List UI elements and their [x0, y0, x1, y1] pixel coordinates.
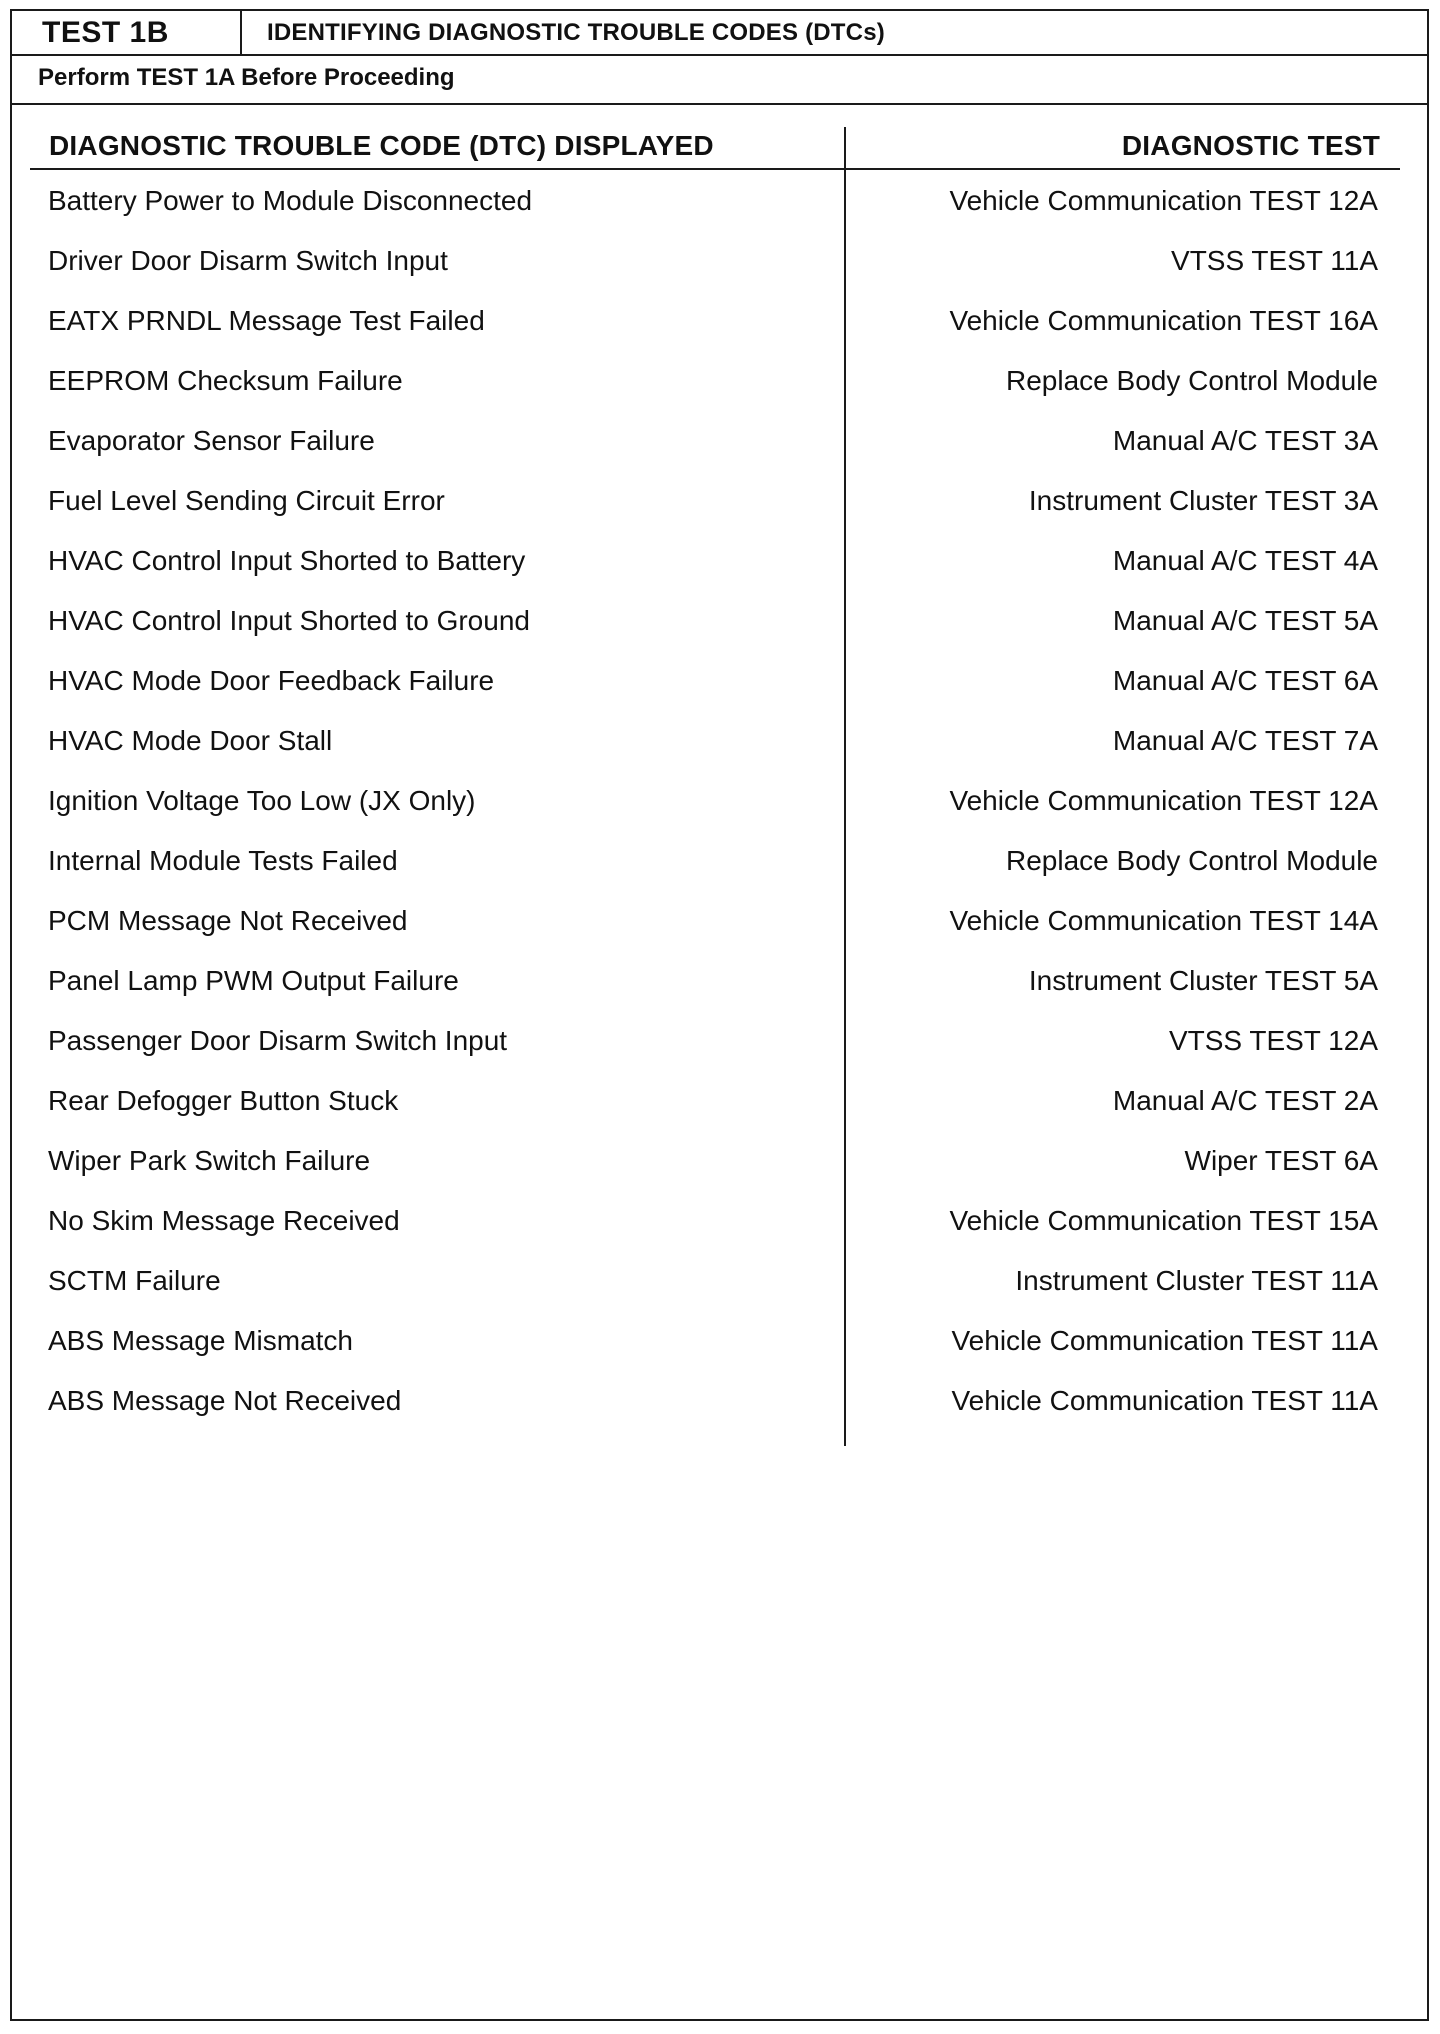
- dtc-cell: Rear Defogger Button Stuck: [48, 1085, 399, 1116]
- dtc-cell: EEPROM Checksum Failure: [48, 365, 403, 396]
- dtc-cell: PCM Message Not Received: [48, 905, 408, 936]
- test-cell: Vehicle Communication TEST 12A: [949, 785, 1378, 816]
- dtc-cell: HVAC Control Input Shorted to Battery: [48, 545, 526, 576]
- dtc-cell: Panel Lamp PWM Output Failure: [48, 965, 459, 996]
- table-row: [12, 421, 1427, 481]
- table-row: [12, 781, 1427, 841]
- test-cell: Vehicle Communication TEST 14A: [949, 905, 1378, 936]
- dtc-table: [12, 181, 1427, 1441]
- test-cell: Vehicle Communication TEST 12A: [949, 185, 1378, 216]
- column-header-rule: [30, 168, 1400, 170]
- dtc-cell: Wiper Park Switch Failure: [48, 1145, 371, 1176]
- table-row: [12, 361, 1427, 421]
- test-cell: Instrument Cluster TEST 3A: [1028, 485, 1378, 516]
- test-cell: Vehicle Communication TEST 15A: [949, 1205, 1378, 1236]
- page-frame: [10, 9, 1429, 2021]
- dtc-cell: Ignition Voltage Too Low (JX Only): [48, 785, 476, 816]
- dtc-cell: Fuel Level Sending Circuit Error: [48, 485, 445, 516]
- table-row: [12, 241, 1427, 301]
- column-header-dtc: DIAGNOSTIC TROUBLE CODE (DTC) DISPLAYED: [49, 130, 714, 161]
- column-header-test: DIAGNOSTIC TEST: [1121, 130, 1380, 161]
- dtc-cell: SCTM Failure: [48, 1265, 221, 1296]
- prerequisite-note: Perform TEST 1A Before Proceeding: [12, 56, 1427, 105]
- table-row: [12, 1141, 1427, 1201]
- test-cell: Manual A/C TEST 2A: [1112, 1085, 1378, 1116]
- table-row: [12, 901, 1427, 961]
- dtc-cell: ABS Message Mismatch: [48, 1325, 353, 1356]
- test-cell: Manual A/C TEST 3A: [1112, 425, 1378, 456]
- test-cell: Instrument Cluster TEST 11A: [1015, 1265, 1378, 1296]
- dtc-cell: HVAC Mode Door Stall: [48, 725, 333, 756]
- dtc-cell: Passenger Door Disarm Switch Input: [48, 1025, 508, 1056]
- header-row: [12, 11, 1427, 56]
- test-cell: Replace Body Control Module: [1006, 845, 1378, 876]
- test-cell: Vehicle Communication TEST 11A: [951, 1385, 1378, 1416]
- table-row: [12, 661, 1427, 721]
- table-row: [12, 301, 1427, 361]
- test-cell: Vehicle Communication TEST 11A: [951, 1325, 1378, 1356]
- test-cell: Vehicle Communication TEST 16A: [949, 305, 1378, 336]
- test-title: IDENTIFYING DIAGNOSTIC TROUBLE CODES (DTCs): [267, 19, 885, 46]
- dtc-cell: No Skim Message Received: [48, 1205, 400, 1236]
- table-row: [12, 961, 1427, 1021]
- table-row: [12, 181, 1427, 241]
- table-row: [12, 1261, 1427, 1321]
- test-cell: Manual A/C TEST 6A: [1112, 665, 1378, 696]
- test-cell: Manual A/C TEST 5A: [1112, 605, 1378, 636]
- dtc-cell: EATX PRNDL Message Test Failed: [48, 305, 485, 336]
- test-id: TEST 1B: [12, 11, 242, 54]
- table-row: [12, 481, 1427, 541]
- test-cell: Instrument Cluster TEST 5A: [1028, 965, 1378, 996]
- test-cell: VTSS TEST 11A: [1171, 245, 1378, 276]
- table-row: [12, 1381, 1427, 1441]
- table-row: [12, 721, 1427, 781]
- dtc-cell: Battery Power to Module Disconnected: [48, 185, 533, 216]
- dtc-cell: HVAC Control Input Shorted to Ground: [48, 605, 530, 636]
- table-row: [12, 1081, 1427, 1141]
- table-row: [12, 1321, 1427, 1381]
- dtc-cell: HVAC Mode Door Feedback Failure: [48, 665, 495, 696]
- table-row: [12, 1201, 1427, 1261]
- dtc-cell: Driver Door Disarm Switch Input: [48, 245, 448, 276]
- table-row: [12, 841, 1427, 901]
- test-cell: Manual A/C TEST 4A: [1112, 545, 1378, 576]
- dtc-cell: ABS Message Not Received: [48, 1385, 402, 1416]
- test-cell: Replace Body Control Module: [1006, 365, 1378, 396]
- dtc-cell: Evaporator Sensor Failure: [48, 425, 375, 456]
- test-cell: VTSS TEST 12A: [1168, 1025, 1378, 1056]
- table-row: [12, 541, 1427, 601]
- test-cell: Wiper TEST 6A: [1184, 1145, 1378, 1176]
- test-cell: Manual A/C TEST 7A: [1112, 725, 1378, 756]
- table-row: [12, 1021, 1427, 1081]
- dtc-cell: Internal Module Tests Failed: [48, 845, 398, 876]
- table-row: [12, 601, 1427, 661]
